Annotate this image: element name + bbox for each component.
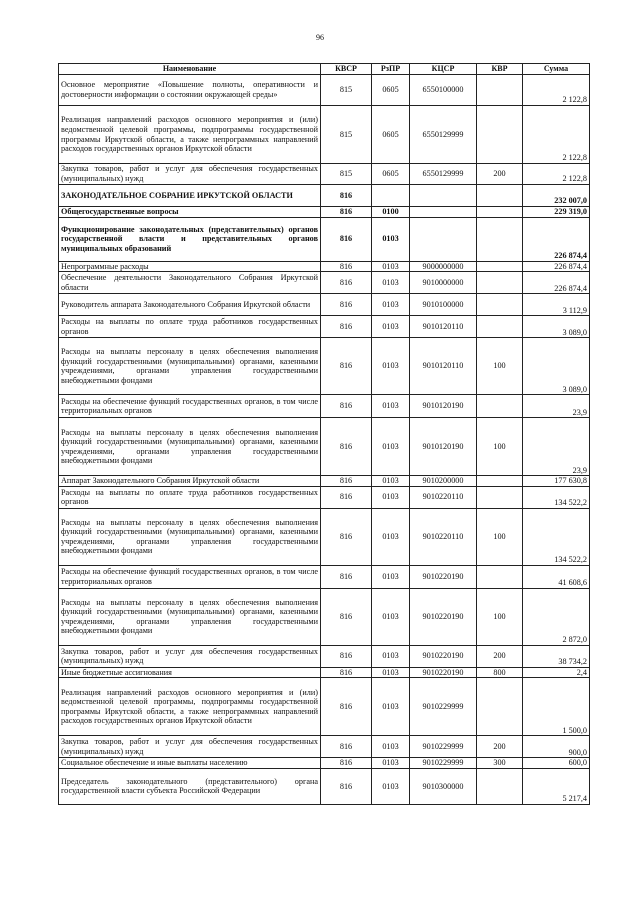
cell-kvsr: 816	[321, 758, 372, 769]
cell-rzpr: 0103	[372, 418, 410, 476]
cell-kcsr: 6550100000	[410, 75, 477, 106]
cell-sum: 3 089,0	[523, 338, 590, 395]
cell-sum: 38 734,2	[523, 645, 590, 667]
cell-sum: 177 630,8	[523, 476, 590, 487]
cell-kcsr: 9010120110	[410, 338, 477, 395]
cell-rzpr: 0103	[372, 294, 410, 316]
cell-sum: 2,4	[523, 667, 590, 678]
cell-sum: 2 122,8	[523, 106, 590, 164]
table-row	[59, 261, 590, 272]
cell-kvsr: 816	[321, 185, 372, 207]
table-row	[59, 768, 590, 804]
cell-kcsr: 6550129999	[410, 164, 477, 185]
cell-name: Расходы на выплаты по оплате труда работников государственных органов	[59, 316, 321, 338]
table-row	[59, 565, 590, 588]
cell-kvr: 100	[477, 588, 523, 645]
table-row	[59, 164, 590, 185]
cell-kcsr: 9010220190	[410, 667, 477, 678]
cell-rzpr: 0103	[372, 476, 410, 487]
header-rzpr: РзПР	[372, 64, 410, 75]
cell-kcsr: 9010300000	[410, 768, 477, 804]
cell-kcsr: 9010100000	[410, 294, 477, 316]
table-row	[59, 508, 590, 565]
cell-rzpr	[372, 185, 410, 207]
cell-name: Расходы на выплаты по оплате труда работников государственных органов	[59, 486, 321, 508]
cell-name: ЗАКОНОДАТЕЛЬНОЕ СОБРАНИЕ ИРКУТСКОЙ ОБЛАСТИ	[59, 185, 321, 207]
cell-kvr: 100	[477, 418, 523, 476]
cell-kvsr: 816	[321, 207, 372, 218]
cell-kvr: 200	[477, 164, 523, 185]
cell-rzpr: 0103	[372, 678, 410, 736]
cell-kvr	[477, 106, 523, 164]
cell-kcsr: 9010220190	[410, 565, 477, 588]
cell-kvr	[477, 565, 523, 588]
cell-name: Реализация направлений расходов основного мероприятия и (или) ведомственной целевой программы, подпрограммы государственной программы Иркутской области, а также непрограммных направлений расходов государственных органов Иркутской области	[59, 106, 321, 164]
table-row	[59, 217, 590, 261]
cell-kvsr: 816	[321, 418, 372, 476]
cell-kvr	[477, 316, 523, 338]
cell-sum: 23,9	[523, 395, 590, 418]
cell-sum: 226 874,4	[523, 261, 590, 272]
cell-kvr	[477, 272, 523, 294]
table-row	[59, 75, 590, 106]
table-row	[59, 588, 590, 645]
cell-kvsr: 816	[321, 261, 372, 272]
cell-kvsr: 816	[321, 476, 372, 487]
cell-name: Основное мероприятие «Повышение полноты, оперативности и достоверности информации о состоянии окружающей среды»	[59, 75, 321, 106]
cell-rzpr: 0103	[372, 736, 410, 758]
cell-name: Обеспечение деятельности Законодательного Собрания Иркутской области	[59, 272, 321, 294]
cell-sum: 2 872,0	[523, 588, 590, 645]
cell-rzpr: 0103	[372, 565, 410, 588]
table-row	[59, 395, 590, 418]
cell-kvsr: 816	[321, 565, 372, 588]
cell-sum: 232 007,0	[523, 185, 590, 207]
cell-rzpr: 0103	[372, 217, 410, 261]
cell-name: Непрограммные расходы	[59, 261, 321, 272]
cell-kcsr: 9010120190	[410, 395, 477, 418]
cell-sum: 1 500,0	[523, 678, 590, 736]
cell-sum: 41 608,6	[523, 565, 590, 588]
cell-kcsr: 9010229999	[410, 678, 477, 736]
cell-name: Председатель законодательного (представительного) органа государственной власти субъекта Российской Федерации	[59, 768, 321, 804]
cell-sum: 900,0	[523, 736, 590, 758]
cell-name: Расходы на обеспечение функций государственных органов, в том числе территориальных органов	[59, 395, 321, 418]
cell-rzpr: 0103	[372, 395, 410, 418]
cell-rzpr: 0103	[372, 768, 410, 804]
cell-kcsr: 9000000000	[410, 261, 477, 272]
cell-kvr	[477, 185, 523, 207]
cell-name: Закупка товаров, работ и услуг для обеспечения государственных (муниципальных) нужд	[59, 164, 321, 185]
cell-rzpr: 0103	[372, 508, 410, 565]
cell-rzpr: 0100	[372, 207, 410, 218]
table-row	[59, 758, 590, 769]
table-row	[59, 476, 590, 487]
cell-kvsr: 816	[321, 678, 372, 736]
cell-kvr	[477, 294, 523, 316]
table-row	[59, 294, 590, 316]
cell-name: Расходы на выплаты персоналу в целях обеспечения выполнения функций государственными (муниципальными) органами, казенными учреждениями, органами управления государственными внебюджетными фондами	[59, 418, 321, 476]
cell-name: Закупка товаров, работ и услуг для обеспечения государственных (муниципальных) нужд	[59, 645, 321, 667]
table-header-row	[59, 64, 590, 75]
cell-name: Иные бюджетные ассигнования	[59, 667, 321, 678]
table-row	[59, 316, 590, 338]
cell-kvsr: 816	[321, 508, 372, 565]
cell-kvsr: 816	[321, 768, 372, 804]
cell-kvsr: 815	[321, 164, 372, 185]
table-row	[59, 667, 590, 678]
cell-kvr	[477, 75, 523, 106]
cell-kvr: 200	[477, 736, 523, 758]
cell-sum: 23,9	[523, 418, 590, 476]
cell-kvsr: 816	[321, 272, 372, 294]
cell-kvr: 800	[477, 667, 523, 678]
cell-sum: 600,0	[523, 758, 590, 769]
cell-kcsr: 9010229999	[410, 736, 477, 758]
table-row	[59, 185, 590, 207]
cell-kcsr: 6550129999	[410, 106, 477, 164]
cell-sum: 134 522,2	[523, 508, 590, 565]
cell-kvr: 100	[477, 338, 523, 395]
cell-kvr: 200	[477, 645, 523, 667]
cell-kvsr: 816	[321, 486, 372, 508]
cell-kcsr: 9010220110	[410, 486, 477, 508]
cell-kcsr: 9010120190	[410, 418, 477, 476]
cell-sum: 134 522,2	[523, 486, 590, 508]
cell-sum: 2 122,8	[523, 75, 590, 106]
cell-kvsr: 816	[321, 667, 372, 678]
table-row	[59, 338, 590, 395]
cell-kvsr: 816	[321, 294, 372, 316]
table-row	[59, 678, 590, 736]
cell-kvr	[477, 678, 523, 736]
cell-kcsr: 9010229999	[410, 758, 477, 769]
cell-rzpr: 0103	[372, 645, 410, 667]
cell-rzpr: 0103	[372, 588, 410, 645]
cell-rzpr: 0103	[372, 667, 410, 678]
cell-kvsr: 816	[321, 316, 372, 338]
cell-kvr: 100	[477, 508, 523, 565]
header-name: Наименование	[59, 64, 321, 75]
cell-kvr	[477, 395, 523, 418]
header-sum: Сумма	[523, 64, 590, 75]
table-body	[59, 75, 590, 805]
cell-rzpr: 0103	[372, 261, 410, 272]
cell-name: Закупка товаров, работ и услуг для обеспечения государственных (муниципальных) нужд	[59, 736, 321, 758]
budget-table	[58, 63, 590, 805]
cell-rzpr: 0605	[372, 75, 410, 106]
cell-sum: 229 319,0	[523, 207, 590, 218]
cell-kvr	[477, 207, 523, 218]
cell-kcsr	[410, 185, 477, 207]
cell-rzpr: 0103	[372, 338, 410, 395]
cell-name: Функционирование законодательных (представительных) органов государственной власти и представительных органов муниципальных образований	[59, 217, 321, 261]
cell-name: Аппарат Законодательного Собрания Иркутской области	[59, 476, 321, 487]
table-row	[59, 645, 590, 667]
cell-name: Реализация направлений расходов основного мероприятия и (или) ведомственной целевой программы, подпрограммы государственной программы Иркутской области, а также непрограммных направлений расходов государственных органов Иркутской области	[59, 678, 321, 736]
cell-kvr: 300	[477, 758, 523, 769]
cell-name: Расходы на выплаты персоналу в целях обеспечения выполнения функций государственными (муниципальными) органами, казенными учреждениями, органами управления государственными внебюджетными фондами	[59, 508, 321, 565]
cell-sum: 3 089,0	[523, 316, 590, 338]
cell-rzpr: 0103	[372, 316, 410, 338]
cell-kcsr: 9010220190	[410, 588, 477, 645]
cell-kvsr: 816	[321, 217, 372, 261]
cell-name: Социальное обеспечение и иные выплаты населению	[59, 758, 321, 769]
cell-kvr	[477, 217, 523, 261]
cell-rzpr: 0605	[372, 164, 410, 185]
page-number: 96	[316, 33, 324, 42]
cell-sum: 5 217,4	[523, 768, 590, 804]
table-row	[59, 736, 590, 758]
cell-kcsr: 9010120110	[410, 316, 477, 338]
cell-kcsr: 9010220110	[410, 508, 477, 565]
header-kvsr: КВСР	[321, 64, 372, 75]
cell-name: Общегосударственные вопросы	[59, 207, 321, 218]
table-row	[59, 418, 590, 476]
cell-kcsr: 9010000000	[410, 272, 477, 294]
cell-kvr	[477, 768, 523, 804]
cell-name: Расходы на обеспечение функций государственных органов, в том числе территориальных органов	[59, 565, 321, 588]
cell-sum: 226 874,4	[523, 272, 590, 294]
cell-sum: 226 874,4	[523, 217, 590, 261]
cell-sum: 2 122,8	[523, 164, 590, 185]
table-row	[59, 106, 590, 164]
cell-kvsr: 816	[321, 395, 372, 418]
cell-kvr	[477, 486, 523, 508]
cell-name: Расходы на выплаты персоналу в целях обеспечения выполнения функций государственными (муниципальными) органами, казенными учреждениями, органами управления государственными внебюджетными фондами	[59, 588, 321, 645]
cell-kcsr: 9010200000	[410, 476, 477, 487]
cell-kcsr	[410, 207, 477, 218]
cell-rzpr: 0103	[372, 486, 410, 508]
cell-kvsr: 816	[321, 338, 372, 395]
cell-rzpr: 0103	[372, 758, 410, 769]
cell-rzpr: 0605	[372, 106, 410, 164]
cell-rzpr: 0103	[372, 272, 410, 294]
cell-name: Руководитель аппарата Законодательного Собрания Иркутской области	[59, 294, 321, 316]
cell-kvsr: 815	[321, 106, 372, 164]
cell-kvr	[477, 261, 523, 272]
cell-kcsr	[410, 217, 477, 261]
table-row	[59, 272, 590, 294]
table-row	[59, 486, 590, 508]
header-kvr: КВР	[477, 64, 523, 75]
header-kcsr: КЦСР	[410, 64, 477, 75]
cell-kvsr: 816	[321, 736, 372, 758]
cell-kvsr: 815	[321, 75, 372, 106]
cell-kvsr: 816	[321, 588, 372, 645]
cell-kcsr: 9010220190	[410, 645, 477, 667]
cell-name: Расходы на выплаты персоналу в целях обеспечения выполнения функций государственными (муниципальными) органами, казенными учреждениями, органами управления государственными внебюджетными фондами	[59, 338, 321, 395]
cell-kvr	[477, 476, 523, 487]
table-row	[59, 207, 590, 218]
cell-kvsr: 816	[321, 645, 372, 667]
cell-sum: 3 112,9	[523, 294, 590, 316]
